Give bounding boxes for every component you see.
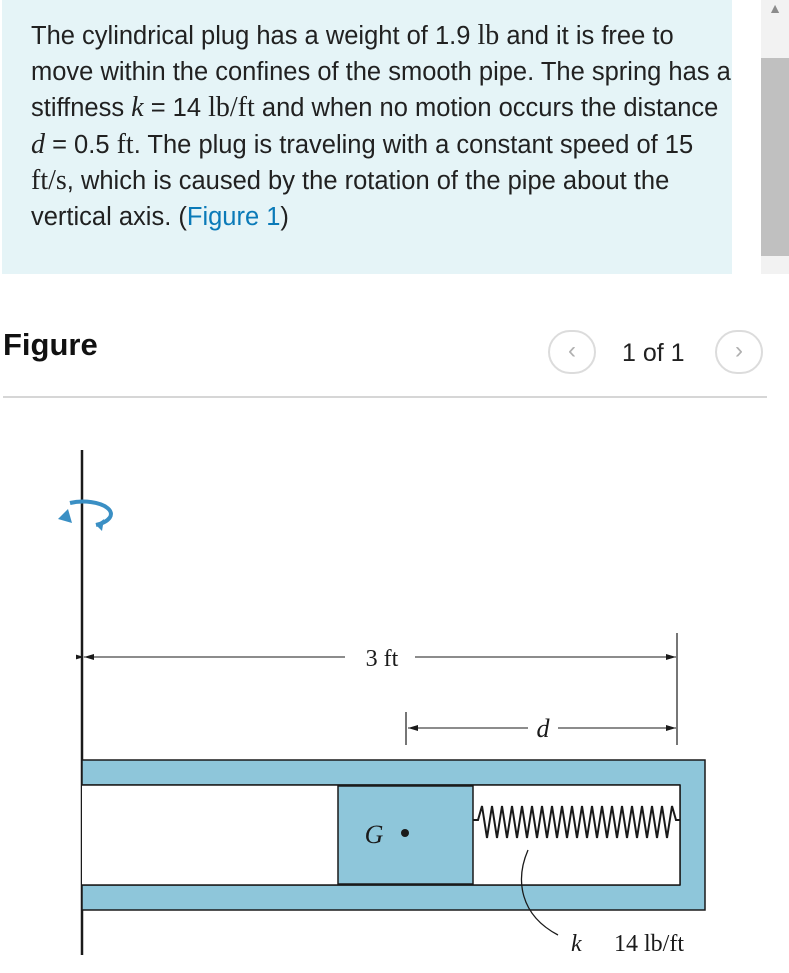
unit-ft: ft [116, 128, 134, 160]
unit-lb-per-ft: lb/ft [208, 92, 255, 123]
problem-text: and it is free to move within the confines of the smooth pipe. The spring has a stiffness [31, 22, 731, 122]
problem-text: , which is caused by the rotation of the pipe about the vertical axis. ( [31, 167, 670, 231]
rotation-arrow-icon [58, 502, 111, 531]
var-d: d [31, 128, 45, 160]
dimension-d [406, 712, 676, 745]
dimension-d-label: d [536, 714, 550, 743]
var-k: k [131, 92, 144, 123]
figure-heading: Figure [3, 327, 98, 362]
scrollbar[interactable] [761, 0, 789, 274]
chevron-left-icon: ‹ [568, 337, 576, 364]
problem-text: = 0.5 [45, 130, 117, 159]
chevron-right-icon: › [735, 337, 743, 364]
scroll-up-icon[interactable]: ▲ [768, 0, 782, 16]
figure-diagram [0, 440, 760, 960]
center-of-gravity-dot [401, 829, 409, 837]
cylindrical-plug [338, 786, 473, 884]
unit-lb: lb [477, 20, 500, 51]
previous-figure-button[interactable] [548, 330, 596, 374]
scrollbar-thumb[interactable] [761, 58, 789, 256]
figure-pager: 1 of 1 [622, 339, 685, 367]
problem-text: . The plug is traveling with a constant speed of 15 [133, 130, 694, 159]
problem-text: and when no motion occurs the distance [254, 94, 719, 122]
problem-text: The cylindrical plug has a weight of 1.9 [31, 22, 478, 50]
problem-text: = 14 [143, 94, 209, 122]
divider [3, 396, 767, 398]
center-of-gravity-label: G [364, 820, 384, 849]
unit-ft-per-s: ft/s [31, 165, 67, 196]
problem-text: ) [280, 202, 289, 231]
spring-stiffness-label: 14 lb/ft [614, 931, 684, 957]
figure-link[interactable]: Figure 1 [186, 202, 281, 231]
problem-statement [2, 0, 732, 274]
dimension-3ft-label: 3 ft [365, 646, 399, 672]
spring-k-label: k [571, 931, 582, 957]
next-figure-button[interactable] [715, 330, 763, 374]
